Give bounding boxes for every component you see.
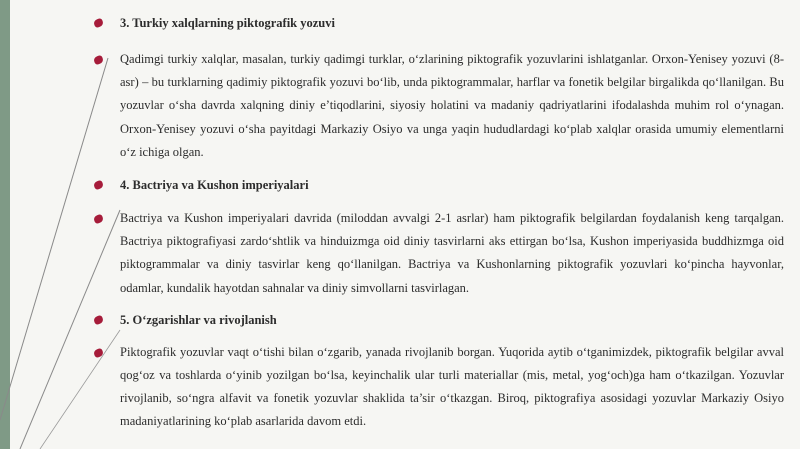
section-heading [94,12,784,34]
bullet-icon [93,315,104,326]
section-heading [94,174,784,196]
section-paragraph [94,341,784,434]
section-paragraph [94,48,784,164]
bullet-icon [93,348,104,359]
deco-line-1 [0,58,108,420]
bullet-icon [93,214,104,225]
paragraph-text: Qadimgi turkiy xalqlar, masalan, turkiy qadimgi turklar, o‘zlarining piktografik yozuvlarini ishlatganlar. Orxon-Yenisey yozuvi (8-asr) – bu turklarning qadimiy piktografik yozuvi bo‘lib, unda piktogrammalar, harflar va fonetik belgilar birgalikda qo‘llanilgan. Bu yozuvlar o‘sha davrda xalqning diniy e’tiqodlarini, siyosiy holatini va madaniy qadriyatlarini ifodalashda muhim rol o‘ynagan. Orxon-Yenisey yozuvi o‘sha payitdagi Markaziy Osiyo va unga yaqin hududlardagi ko‘plab xalqlar orasida umumiy elementlarni o‘z ichiga olgan. [120,52,784,159]
paragraph-text: Piktografik yozuvlar vaqt o‘tishi bilan o‘zgarib, yanada rivojlanib borgan. Yuqorida aytib o‘tganimizdek, piktografik belgilar avval qog‘oz va toshlarda o‘yinib yozilgan bo‘lsa, keyinchalik ular turli materiallar (mis, metal, yog‘och)ga ham o‘tkazilgan. Yozuvlar rivojlanib, so‘ngra alfavit va fonetik yozuvlar shaklida ta’sir o‘tkazgan. Biroq, piktografiya asosidagi yozuvlar Markaziy Osiyo madaniyatlarining ko‘plab asarlarida davom etdi. [120,344,784,429]
paragraph-text: Bactriya va Kushon imperiyalari davrida (miloddan avvalgi 2-1 asrlar) ham piktografik belgilardan foydalanish keng tarqalgan. Bactriya piktografiyasi zardo‘shtlik va hinduizmga oid diniy tasvirlarni aks ettirgan bo‘lsa, Kushon imperiyasida buddhizmga oid piktogrammalar va diniy tasvirlar keng qo‘llanilgan. Bactriya va Kushonlarning piktografik yozuvlari ko‘pincha hayvonlar, odamlar, kundalik hayotdan sahnalar va diniy simvollarni tasvirlagan. [120,211,784,295]
bullet-icon [93,55,104,66]
content-area [94,12,784,434]
bullet-icon [93,180,104,191]
section-heading [94,309,784,331]
heading-text: 5. O‘zgarishlar va rivojlanish [120,312,277,327]
bullet-icon [93,18,104,29]
heading-text: 4. Bactriya va Kushon imperiyalari [120,178,309,193]
left-accent-bar [0,0,10,449]
heading-text: 3. Turkiy xalqlarning piktografik yozuvi [120,16,335,30]
section-paragraph [94,207,784,300]
